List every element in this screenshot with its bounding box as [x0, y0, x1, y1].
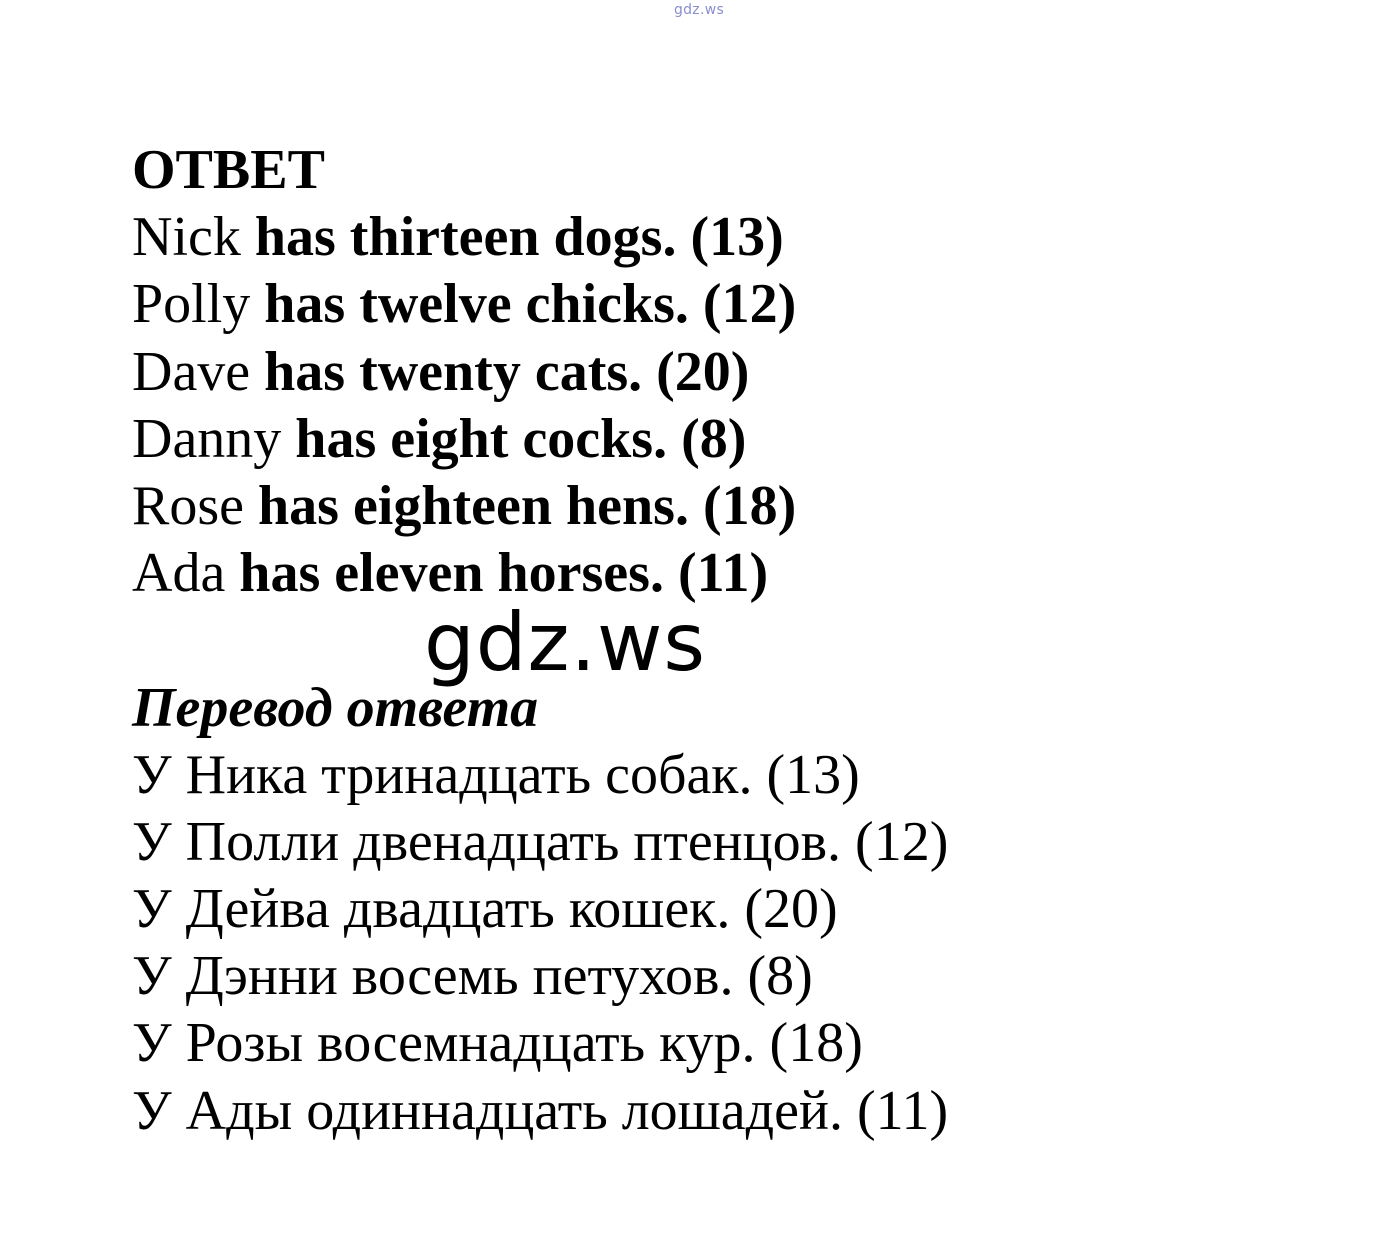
answer-line [132, 406, 948, 473]
answer-text: has twelve chicks. (12) [250, 273, 797, 336]
translation-line: У Полли двенадцать птенцов. (12) [132, 810, 949, 873]
translation-line: У Ады одиннадцать лошадей. (11) [132, 1079, 949, 1142]
answer-name: Dave [132, 340, 251, 403]
answer-line [132, 271, 948, 338]
answer-name: Rose [132, 474, 244, 537]
answer-line [132, 339, 948, 406]
answer-heading: ОТВЕТ [132, 139, 325, 201]
translation-heading: Перевод ответа [132, 676, 539, 739]
answer-text: has twenty cats. (20) [250, 340, 750, 403]
answer-name: Nick [132, 206, 241, 269]
translation-line: У Дэнни восемь петухов. (8) [132, 945, 813, 1008]
answer-name: Danny [132, 407, 282, 470]
translation-line: У Дейва двадцать кошек. (20) [132, 878, 838, 941]
answer-text: has thirteen dogs. (13) [240, 206, 784, 269]
top-watermark: gdz.ws [673, 2, 725, 18]
mid-watermark: gdz.ws [423, 596, 707, 689]
translation-line: У Ника тринадцать собак. (13) [132, 743, 860, 806]
answer-line [132, 204, 948, 271]
answer-name: Polly [132, 273, 251, 336]
answer-text: has eight cocks. (8) [281, 407, 747, 470]
answer-name: Ada [132, 542, 226, 605]
answer-text: has eleven horses. (11) [225, 542, 769, 605]
answer-text: has eighteen hens. (18) [244, 474, 797, 537]
answer-line [132, 473, 948, 540]
translation-line: У Розы восемнадцать кур. (18) [132, 1012, 863, 1075]
